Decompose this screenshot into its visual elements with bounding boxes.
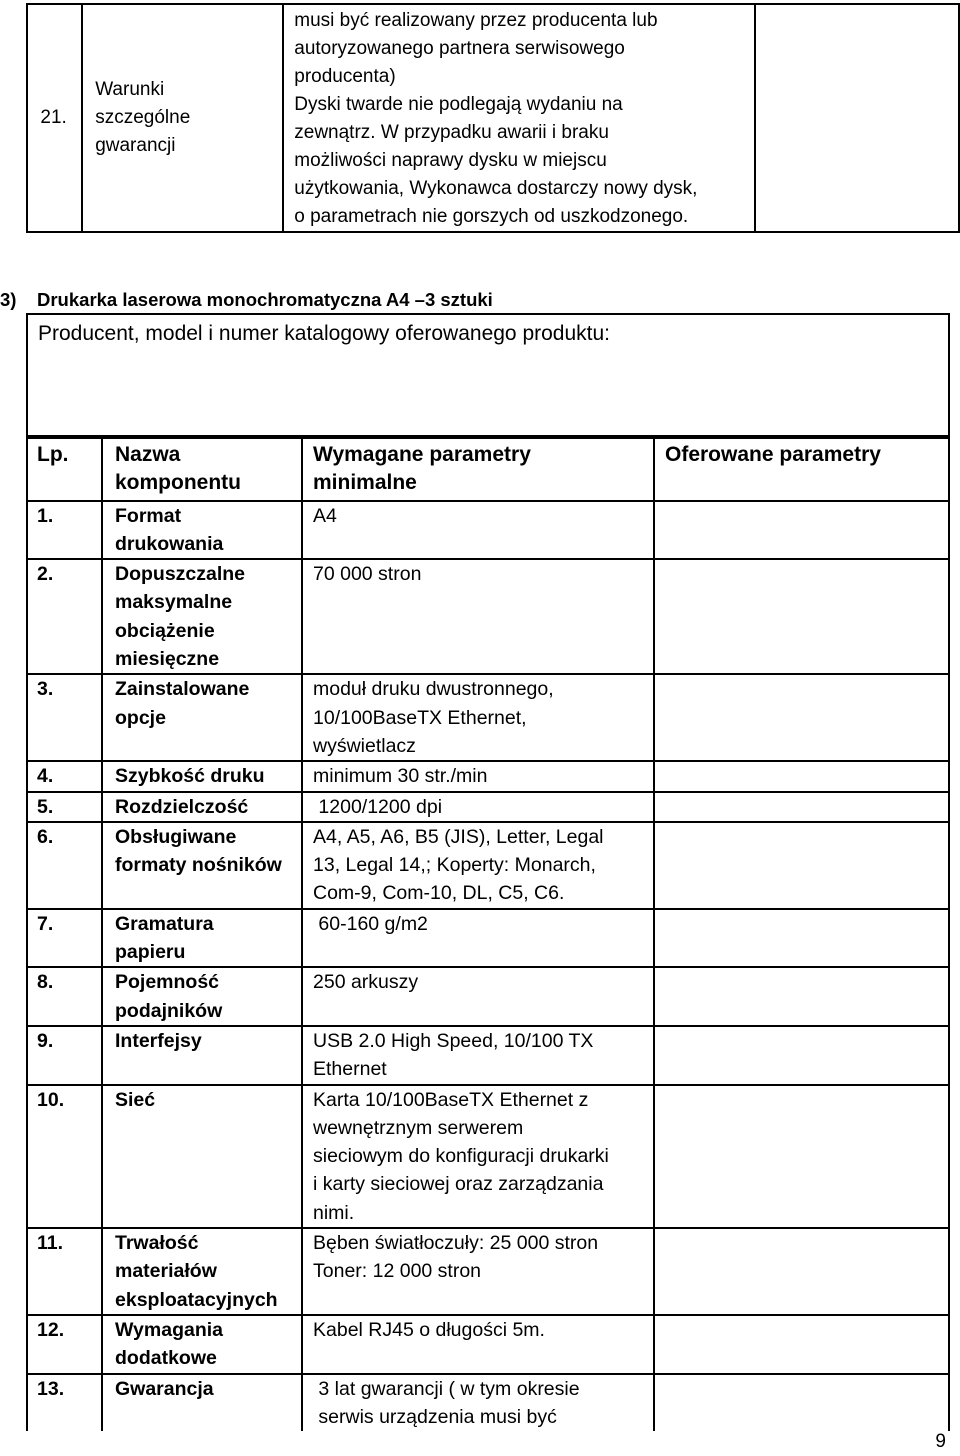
header-name-line: Nazwa [115,443,181,466]
required-parameter-line: 1200/1200 dpi [313,795,443,818]
table-row [27,501,949,560]
component-name-line: Dopuszczalne [115,563,246,586]
header-name [102,438,302,501]
row-number: 6. [27,822,102,909]
offered-parameters-empty [654,674,949,761]
required-parameter-line: moduł druku dwustronnego, [313,678,554,701]
row-number: 12. [27,1315,102,1374]
required-parameters [302,967,654,1026]
component-name [102,792,302,822]
required-parameter-line: 13, Legal 14,; Koperty: Monarch, [313,854,596,877]
required-parameter-line: minimum 30 str./min [313,765,488,788]
offered-parameters-empty [654,967,949,1026]
required-parameter-line: Com-9, Com-10, DL, C5, C6. [313,882,565,905]
table-row [27,1085,949,1228]
table-row [27,559,949,674]
component-name-line: formaty nośników [115,854,282,877]
row-number: 4. [27,761,102,791]
component-name-line: Sieć [115,1088,156,1111]
component-name [102,559,302,674]
offered-parameters-empty [654,761,949,791]
required-parameter-line: i karty sieciowej oraz zarządzania [313,1173,604,1196]
header-required-line: Wymagane parametry [313,443,531,466]
component-name-line: Rozdzielczość [115,795,249,818]
table-row [27,4,959,232]
component-name-line: eksploatacyjnych [115,1288,278,1311]
row-offered-empty [755,4,959,232]
row-text-line: musi być realizowany przez producenta lub [294,10,658,31]
table-row [27,1026,949,1085]
row-text-line: Dyski twarde nie podlegają wydaniu na [294,94,623,115]
section-number: 3) [0,289,17,310]
table-header-row [27,438,949,501]
header-offered: Oferowane parametry [654,438,949,501]
row-number: 10. [27,1085,102,1228]
row-number: 7. [27,909,102,968]
required-parameter-line: USB 2.0 High Speed, 10/100 TX [313,1029,594,1052]
component-name-line: Format [115,504,182,527]
warranty-table [26,3,960,233]
required-parameter-line: Kabel RJ45 o długości 5m. [313,1318,545,1341]
header-lp: Lp. [27,438,102,501]
required-parameter-line: A4 [313,504,337,527]
component-name-line: papieru [115,941,186,964]
row-name-line: Warunki [95,79,165,100]
component-name-line: Gwarancja [115,1377,214,1400]
row-name [82,4,283,232]
product-label: Producent, model i numer katalogowy oferowanego produktu: [38,322,611,345]
row-text-line: możliwości naprawy dysku w miejscu [294,150,607,171]
required-parameters [302,674,654,761]
row-number: 11. [27,1228,102,1315]
row-number: 21. [27,4,82,232]
page-number: 9 [935,1431,946,1452]
required-parameters [302,1026,654,1085]
component-name [102,501,302,560]
required-parameters [302,1085,654,1228]
offered-parameters-empty [654,822,949,909]
section-title: Drukarka laserowa monochromatyczna A4 –3 sztuki [37,289,493,310]
row-name-line: szczególne [95,107,191,128]
row-number: 13. [27,1374,102,1432]
header-required [302,438,654,501]
header-required-line: minimalne [313,471,417,495]
required-parameters [302,1315,654,1374]
spec-body [27,501,949,1432]
component-name [102,1315,302,1374]
component-name [102,1228,302,1315]
required-parameter-line: wyświetlacz [313,734,416,757]
product-box [26,313,950,437]
required-parameters [302,822,654,909]
required-parameter-line: Ethernet [313,1058,387,1081]
offered-parameters-empty [654,1228,949,1315]
table-row [27,1315,949,1374]
required-parameter-line: Toner: 12 000 stron [313,1260,482,1283]
required-parameter-line: nimi. [313,1201,355,1224]
row-text-line: autoryzowanego partnera serwisowego [294,38,625,59]
component-name [102,822,302,909]
row-text-line: o parametrach nie gorszych od uszkodzonego. [294,206,689,227]
required-parameter-line: 250 arkuszy [313,971,419,994]
required-parameters [302,1228,654,1315]
offered-parameters-empty [654,559,949,674]
component-name [102,967,302,1026]
component-name-line: Gramatura [115,912,214,935]
section-heading [0,288,493,312]
required-parameter-line: 10/100BaseTX Ethernet, [313,706,527,729]
required-parameter-line: 60-160 g/m2 [313,912,428,935]
component-name-line: dodatkowe [115,1347,217,1370]
required-parameters [302,761,654,791]
table-row [27,1374,949,1432]
table-row [27,967,949,1026]
row-number: 8. [27,967,102,1026]
component-name-line: miesięczne [115,648,220,671]
row-number: 2. [27,559,102,674]
spec-table [26,437,950,1431]
component-name [102,1026,302,1085]
required-parameter-line: Karta 10/100BaseTX Ethernet z [313,1088,589,1111]
component-name-line: Trwałość [115,1232,199,1255]
required-parameter-line: A4, A5, A6, B5 (JIS), Letter, Legal [313,825,604,848]
component-name [102,909,302,968]
row-text-line: użytkowania, Wykonawca dostarczy nowy dysk, [294,178,698,199]
component-name-line: Zainstalowane [115,678,250,701]
offered-parameters-empty [654,1315,949,1374]
offered-parameters-empty [654,792,949,822]
component-name-line: Szybkość druku [115,765,265,788]
row-name-line: gwarancji [95,135,176,156]
table-row [27,792,949,822]
offered-parameters-empty [654,1085,949,1228]
table-row [27,1228,949,1315]
component-name-line: Wymagania [115,1318,224,1341]
table-row [27,674,949,761]
component-name-line: podajników [115,999,223,1022]
required-parameters [302,1374,654,1432]
offered-parameters-empty [654,501,949,560]
offered-parameters-empty [654,909,949,968]
component-name-line: drukowania [115,532,224,555]
required-parameter-line: sieciowym do konfiguracji drukarki [313,1145,609,1168]
row-text [283,4,755,232]
table-row [27,909,949,968]
required-parameters [302,501,654,560]
row-text-line: zewnątrz. W przypadku awarii i braku [294,122,609,143]
required-parameter-line: 70 000 stron [313,563,422,586]
header-name-line: komponentu [115,471,241,495]
table-row [27,761,949,791]
row-number: 1. [27,501,102,560]
component-name [102,761,302,791]
row-text-line: producenta) [294,66,396,87]
required-parameters [302,909,654,968]
offered-parameters-empty [654,1374,949,1432]
required-parameter-line: 3 lat gwarancji ( w tym okresie [313,1377,580,1400]
component-name-line: materiałów [115,1260,217,1283]
component-name [102,1085,302,1228]
required-parameter-line: serwis urządzenia musi być [313,1405,557,1428]
component-name [102,674,302,761]
row-number: 9. [27,1026,102,1085]
row-number: 5. [27,792,102,822]
component-name-line: Obsługiwane [115,825,237,848]
required-parameters [302,792,654,822]
component-name-line: Interfejsy [115,1029,202,1052]
component-name [102,1374,302,1432]
required-parameters [302,559,654,674]
required-parameter-line: Bęben światłoczuły: 25 000 stron [313,1232,599,1255]
offered-parameters-empty [654,1026,949,1085]
component-name-line: opcje [115,706,166,729]
table-row [27,822,949,909]
component-name-line: Pojemność [115,971,220,994]
required-parameter-line: wewnętrznym serwerem [313,1116,524,1139]
component-name-line: maksymalne [115,591,233,614]
row-number: 3. [27,674,102,761]
component-name-line: obciążenie [115,619,215,642]
